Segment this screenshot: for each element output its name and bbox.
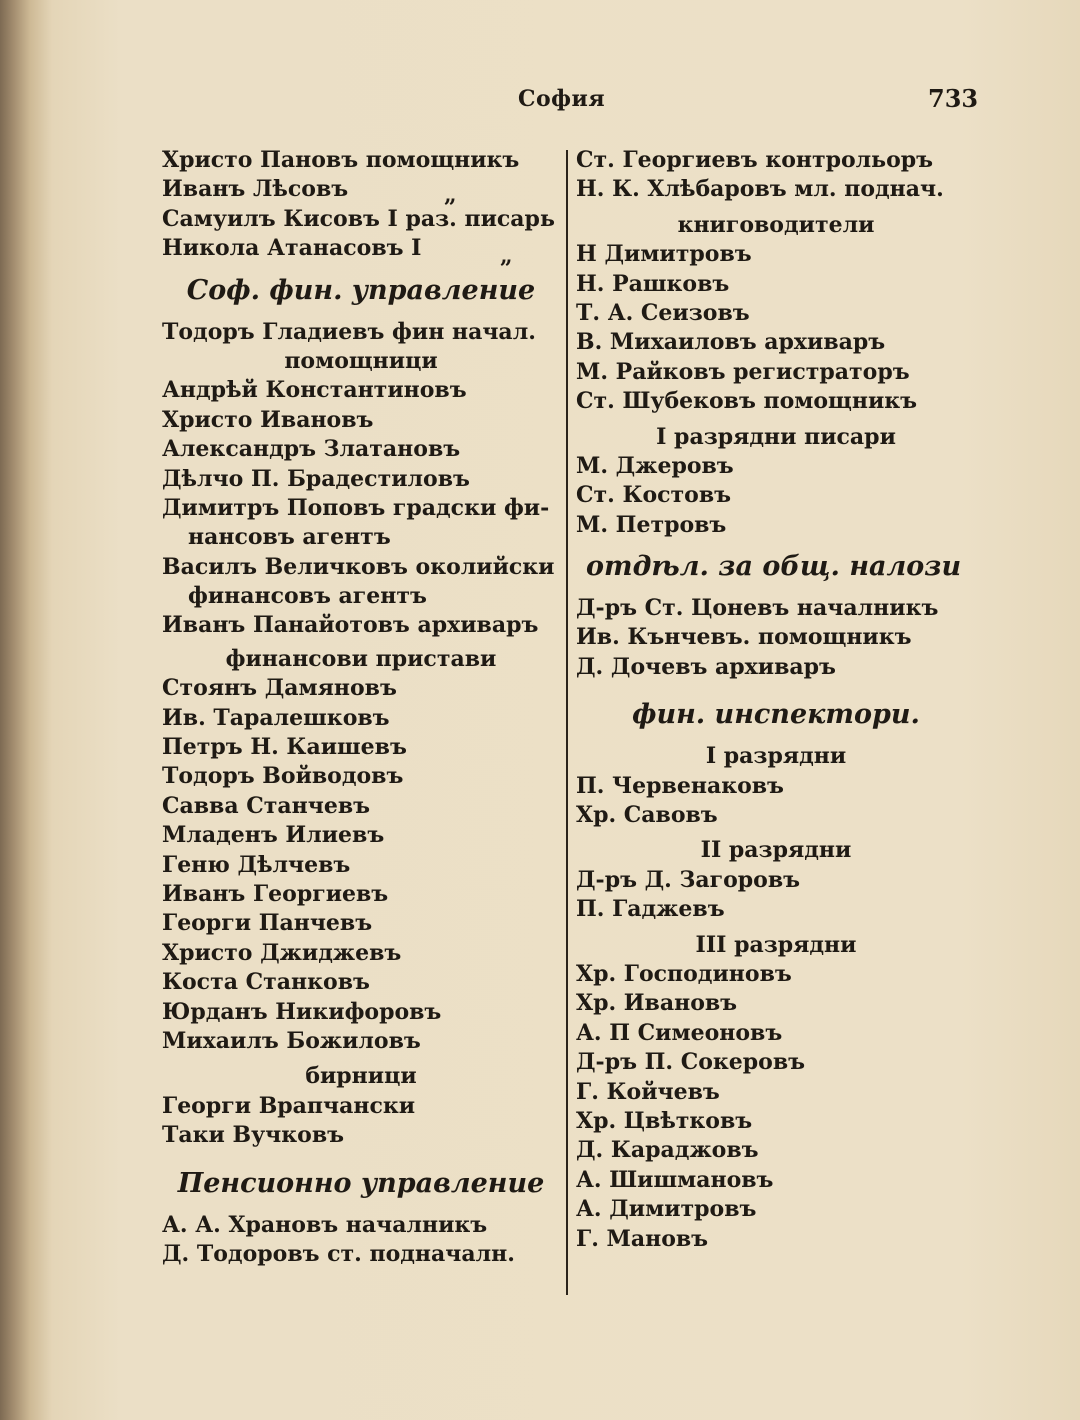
entry-line: Ив. Кънчевъ. помощникъ: [576, 624, 912, 651]
entry-line: Христо Ивановъ: [162, 406, 374, 433]
entry-line: Н. Рашковъ: [576, 270, 730, 297]
entry-line: Христо Пановъ помощникъ: [162, 147, 520, 173]
section-heading: Пенсионно управление: [177, 1167, 545, 1199]
entry-line: Н Димитровъ: [576, 241, 752, 268]
entry-line: П. Гаджевъ: [576, 896, 725, 923]
entry-line: Дѣлчо П. Брадестиловъ: [162, 465, 470, 492]
entry-line: Георги Врапчански: [162, 1092, 416, 1119]
entry-line: Д-ръ Ст. Цоневъ началникъ: [576, 595, 939, 622]
subheading: I разрядни: [705, 743, 847, 770]
subheading: I разрядни писари: [656, 423, 896, 450]
entry-line: Ст. Костовъ: [576, 482, 732, 509]
entry-line: Коста Станковъ: [162, 969, 370, 996]
entry-line: Ст. Шубековъ помощникъ: [576, 388, 918, 415]
entry-line: Георги Панчевъ: [162, 910, 373, 937]
entry-line: А. А. Храновъ началникъ: [162, 1211, 488, 1238]
entry-line: М. Петровъ: [576, 511, 727, 538]
entry-line-continued: финансовъ агентъ: [188, 583, 427, 610]
entry-line: Александръ Златановъ: [162, 436, 461, 463]
entry-line: М. Джеровъ: [576, 452, 734, 479]
entry-line: Тодоръ Войводовъ: [162, 763, 404, 790]
entry-line: Таки Вучковъ: [162, 1122, 344, 1149]
entry-line: Димитръ Поповъ градски фи-: [162, 494, 550, 521]
entry-line: Самуилъ Кисовъ I раз. писарь: [162, 205, 555, 232]
entry-line: [162, 234, 560, 270]
entry-line: Г. Мановъ: [576, 1225, 709, 1252]
subheading: финансови пристави: [225, 645, 497, 672]
entry-line: Андрѣй Константиновъ: [162, 377, 467, 404]
entry-line: М. Райковъ регистраторъ: [576, 358, 910, 385]
entry-text: Никола Атанасовъ I: [162, 235, 422, 262]
entry-line: Г. Койчевъ: [576, 1078, 720, 1105]
section-heading: фин. инспектори.: [632, 699, 920, 731]
section-heading: отдѣл. за общ. налози: [586, 551, 962, 583]
section-heading: Соф. фин. управление: [186, 274, 536, 306]
right-column: [576, 146, 976, 1254]
entry-line: [162, 175, 560, 209]
entry-line: Н. К. Хлѣбаровъ мл. поднач.: [576, 176, 944, 203]
entry-line: Савва Станчевъ: [162, 792, 371, 819]
entry-text: Иванъ Лѣсовъ: [162, 176, 349, 203]
left-column: [162, 146, 560, 1269]
entry-line: Д-ръ Д. Загоровъ: [576, 866, 800, 893]
entry-line: Тодоръ Гладиевъ фин начал.: [162, 318, 536, 345]
entry-line: Д. Тодоровъ ст. подначалн.: [162, 1240, 515, 1267]
entry-line: Юрданъ Никифоровъ: [162, 998, 442, 1025]
entry-line: Михаилъ Божиловъ: [162, 1027, 421, 1054]
entry-line: Христо Джиджевъ: [162, 939, 402, 966]
entry-line: Хр. Савовъ: [576, 802, 718, 829]
entry-line: Хр. Цвѣтковъ: [576, 1107, 753, 1134]
subheading: книговодители: [677, 211, 875, 238]
entry-line: Стоянъ Дамяновъ: [162, 675, 397, 702]
entry-line: В. Михаиловъ архиваръ: [576, 329, 886, 356]
page-header: [0, 82, 1080, 122]
entry-line: Д. Караджовъ: [576, 1137, 759, 1164]
running-title: София: [518, 86, 606, 112]
entry-line: А. Шишмановъ: [576, 1166, 774, 1193]
entry-line: Петръ Н. Каишевъ: [162, 734, 407, 761]
entry-line: Иванъ Георгиевъ: [162, 880, 389, 907]
entry-line: Т. А. Сеизовъ: [576, 299, 750, 326]
entry-line: А. Димитровъ: [576, 1196, 757, 1223]
subheading: бирници: [305, 1063, 417, 1090]
column-divider: [566, 150, 568, 1295]
subheading: помощници: [284, 347, 438, 374]
entry-line: Д-ръ П. Сокеровъ: [576, 1049, 805, 1076]
entry-line: Хр. Ивановъ: [576, 990, 738, 1017]
entry-line: Д. Дочевъ архиваръ: [576, 653, 836, 680]
entry-line: Геню Дѣлчевъ: [162, 851, 351, 878]
ditto-mark: „: [444, 182, 457, 209]
entry-line: Василъ Величковъ околийски: [162, 553, 555, 580]
page-number: 733: [928, 84, 979, 113]
ditto-mark: „: [500, 243, 513, 270]
subheading: II разрядни: [700, 837, 852, 864]
entry-line: Младенъ Илиевъ: [162, 822, 385, 849]
entry-line: П. Червенаковъ: [576, 772, 784, 799]
subheading: III разрядни: [695, 931, 857, 958]
entry-line: А. П Симеоновъ: [576, 1019, 783, 1046]
entry-line: Хр. Господиновъ: [576, 960, 792, 987]
entry-line: Ив. Таралешковъ: [162, 704, 390, 731]
entry-line-continued: нансовъ агентъ: [188, 524, 391, 551]
entry-line: Иванъ Панайотовъ архиваръ: [162, 612, 539, 639]
entry-line: Ст. Георгиевъ контрольоръ: [576, 147, 934, 173]
